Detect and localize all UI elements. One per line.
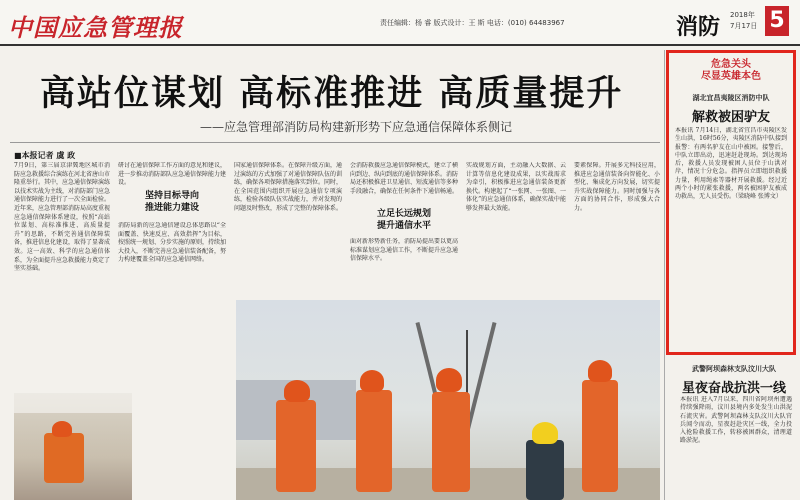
byline: ■本报记者 虞 政: [14, 151, 76, 160]
editor-info: 责任编辑：杨 睿 版式设计：王 斯 电话：(010) 64483967: [380, 19, 565, 27]
story2-kicker: 武警阿坝森林支队汶川大队: [692, 365, 776, 373]
firefighter-figure: [432, 392, 470, 492]
article-column-5: [466, 162, 566, 290]
article-photo-main: [236, 300, 660, 500]
article-column-1: [14, 162, 110, 390]
article-text: 会消防救援应急通信保障模式，建立了横向到边、纵向到底的通信保障体系。消防局还积极推进卫星通信、短波通信等多种手段融合，确保在任何条件下通信畅通。: [350, 162, 458, 195]
newspaper-logo: 中国应急管理报: [8, 13, 183, 42]
story2-title: 星夜奋战抗洪一线: [681, 381, 786, 396]
article-text: 实战规划方面，主动融入大数据、云计算等信息化建设成果，以实战需求为牵引，积极推进应急通信装备更新换代。构建起了“一张网、一张图、一体化”的应急通信体系，确保实战中能够发挥最大效能。: [466, 162, 566, 212]
firefighter-figure: [276, 400, 316, 492]
date-year: 2018年: [730, 11, 755, 19]
firefighter-figure: [582, 380, 618, 492]
helmet-icon: [284, 380, 310, 402]
sub-headline: ——应急管理部消防局构建新形势下应急通信保障体系侧记: [200, 120, 513, 134]
date-day: 7月17日: [730, 22, 758, 30]
section-name: 消防: [676, 15, 721, 40]
article-text: 7月9日，第三届京津冀地区城市消防应急救援综合演练在河北省唐山市隆重举行。其中，应急通信保障演练以技术实战为主线，对消防部门应急通信保障能力进行了一次全面检验。近年来，应急管理部消防局高度重视应急通信保障体系建设，按照“高站位谋划、高标准推进、高质量提升”的思路，不断完善通信保障装备，推进信息化建设，取得了显著成效。这一高效、科学的应急通信体系，为全面提升应急救援能力奠定了坚实基础。: [14, 162, 110, 273]
firefighter-figure: [44, 433, 84, 483]
story2-body: 本报讯 进入7月以来，四川省阿坝州遭遇持续强降雨，汶川县境内多处发生山洪泥石流灾害。武警阿坝森林支队汶川大队官兵闻令而动，星夜赶赴灾区一线，全力投入抢险救援工作，转移被困群众，清理道路淤泥。: [680, 396, 792, 445]
main-headline: 高站位谋划 高标准推进 高质量提升: [40, 74, 624, 114]
headline-divider: [10, 142, 660, 143]
section-subhead-1: 坚持目标导向 推进能力建设: [144, 191, 199, 213]
page-number: 5: [765, 6, 789, 36]
article-column-2-continued: [118, 222, 226, 312]
story-kicker: 湖北宜昌夷陵区消防中队: [692, 94, 770, 102]
story-body: 本报讯 7月14日，湖北省宜昌市夷陵区发生山洪，16时56分，夷陵区消防中队接到报警：有两名驴友在山中被困。接警后，中队立即出动，迅速赶赴现场。到达现场后，救援人员发现被困人员位于山洪对岸，情况十分危急。指挥员立即组织救援力量，利用绳索等器材开展救援。经过近两个小时的紧张救援，两名被困驴友被成功救出，无人员受伤。（梁晓峰 张博文）: [675, 127, 787, 201]
story-title: 解救被困驴友: [691, 110, 770, 125]
column-rule: [664, 50, 665, 500]
helmet-icon: [436, 368, 462, 392]
helmet-icon: [588, 360, 612, 382]
helmet-icon: [52, 421, 72, 437]
article-column-4: [350, 162, 458, 202]
firefighter-figure: [526, 440, 564, 500]
helmet-icon: [360, 370, 384, 392]
article-photo-small: [14, 393, 132, 500]
article-text: 消防局新的应急通信建设总体思路以“全面覆盖、快速反应、高效指挥”为目标，按照统一规划、分步实施的原则，持续加大投入，不断完善应急通信装备配备，努力构建覆盖全国的应急通信网络。: [118, 222, 226, 264]
article-column-6: [574, 162, 660, 290]
helmet-icon: [532, 422, 558, 444]
issue-date: [730, 10, 757, 32]
highlighted-story-box: [666, 50, 796, 355]
firefighter-figure: [356, 390, 392, 492]
story-banner: 危急关头 尽显英雄本色: [701, 59, 761, 82]
article-text: 国家通信保障体系。在保障升级方面，通过演练的方式加强了对通信保障队伍的训练，确保各项保障措施落实到位。同时，在全国范围内组织开展应急通信专项演练，检验各级队伍实战能力，并对发现的问题及时整改，形成了完整的保障体系。: [234, 162, 342, 212]
article-text: 面对新形势新任务，消防局提出要以更高标准谋划应急通信工作，不断提升应急通信保障水平。: [350, 238, 458, 263]
article-text: 研讨在通信保障工作方面的意见和建议，进一步推动消防部队应急通信保障能力建设。: [118, 162, 226, 187]
article-column-3: [234, 162, 342, 290]
masthead: [0, 0, 800, 46]
article-text: 要素保障。开展多元科技应用，推进应急通信装备向智能化、小型化、集成化方向发展，切实提升实战保障能力。同时加强与各方面的协同合作，形成强大合力。: [574, 162, 660, 212]
photo-background: [14, 393, 132, 413]
section-subhead-2: 立足长远规划 提升通信水平: [376, 209, 431, 231]
article-column-4-continued: [350, 238, 458, 290]
